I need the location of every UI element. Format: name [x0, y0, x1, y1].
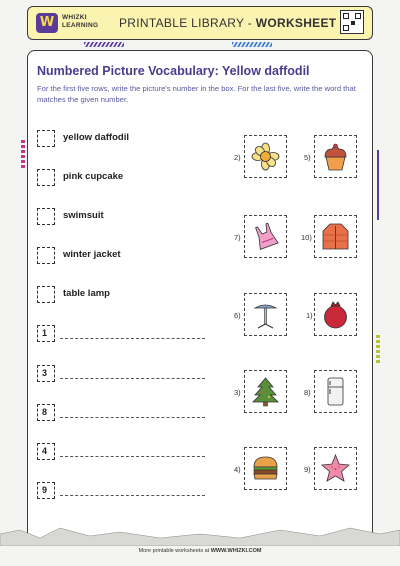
worksheet-title: Numbered Picture Vocabulary: Yellow daffodil	[37, 64, 310, 78]
picture-number: 2)	[234, 153, 241, 162]
picture-card	[244, 135, 287, 178]
footer-prefix: More printable worksheets at	[138, 548, 211, 554]
picture-card	[244, 370, 287, 413]
picture-number: 6)	[234, 311, 241, 320]
table-lamp-icon	[250, 299, 281, 330]
picture-number: 10)	[301, 233, 312, 242]
vocab-word: yellow daffodil	[63, 132, 129, 143]
vocab-word: table lamp	[63, 288, 110, 299]
cupcake-icon	[320, 141, 351, 172]
picture-number: 1)	[306, 311, 313, 320]
header-banner	[27, 6, 373, 40]
burger-icon	[250, 453, 281, 484]
pine-tree-icon	[250, 376, 281, 407]
picture-card	[314, 447, 357, 490]
answer-box[interactable]	[37, 247, 55, 264]
answer-line[interactable]	[60, 456, 205, 457]
bottom-scenery	[0, 520, 400, 546]
whizki-logo: W	[36, 13, 58, 33]
header-stripe-left	[84, 42, 124, 47]
number-box: 9	[37, 482, 55, 499]
number-box: 8	[37, 404, 55, 421]
brand-name	[62, 14, 98, 30]
pomegranate-icon	[320, 299, 351, 330]
right-side-line	[377, 150, 379, 220]
answer-line[interactable]	[60, 417, 205, 418]
header-title-prefix: PRINTABLE LIBRARY -	[119, 16, 256, 30]
footer-site-link[interactable]: WWW.WHIZKI.COM	[210, 548, 262, 554]
answer-box[interactable]	[37, 169, 55, 186]
header-title-bold: WORKSHEET	[255, 16, 337, 30]
vocab-word: pink cupcake	[63, 171, 124, 182]
left-side-stripe	[21, 140, 25, 170]
answer-line[interactable]	[60, 495, 205, 496]
worksheet-instructions: For the first five rows, write the picture's number in the box. For the last five, write the word that matches the given number.	[37, 84, 356, 104]
qr-code-icon[interactable]	[340, 10, 364, 34]
answer-line[interactable]	[60, 378, 205, 379]
footer-text	[0, 548, 400, 554]
picture-card	[244, 215, 287, 258]
picture-number: 9)	[304, 465, 311, 474]
brand-line-1: WHIZKI	[62, 14, 87, 21]
number-box: 1	[37, 325, 55, 342]
number-box: 3	[37, 365, 55, 382]
number-box: 4	[37, 443, 55, 460]
starfish-icon	[320, 453, 351, 484]
refrigerator-icon	[320, 376, 351, 407]
swimsuit-icon	[250, 221, 281, 252]
answer-box[interactable]	[37, 130, 55, 147]
brand-line-2: LEARNING	[62, 22, 99, 29]
picture-number: 7)	[234, 233, 241, 242]
picture-card	[314, 370, 357, 413]
header-stripe-right	[232, 42, 272, 47]
answer-box[interactable]	[37, 286, 55, 303]
picture-card	[314, 135, 357, 178]
picture-number: 8)	[304, 388, 311, 397]
answer-line[interactable]	[60, 338, 205, 339]
picture-card	[244, 293, 287, 336]
picture-number: 3)	[234, 388, 241, 397]
picture-card	[314, 293, 357, 336]
answer-box[interactable]	[37, 208, 55, 225]
daffodil-icon	[250, 141, 281, 172]
picture-number: 4)	[234, 465, 241, 474]
vocab-word: winter jacket	[63, 249, 121, 260]
header-title	[119, 16, 336, 30]
picture-card	[244, 447, 287, 490]
picture-number: 5)	[304, 153, 311, 162]
right-side-stripe	[376, 335, 380, 365]
vocab-word: swimsuit	[63, 210, 104, 221]
picture-card	[314, 215, 357, 258]
jacket-icon	[320, 221, 351, 252]
